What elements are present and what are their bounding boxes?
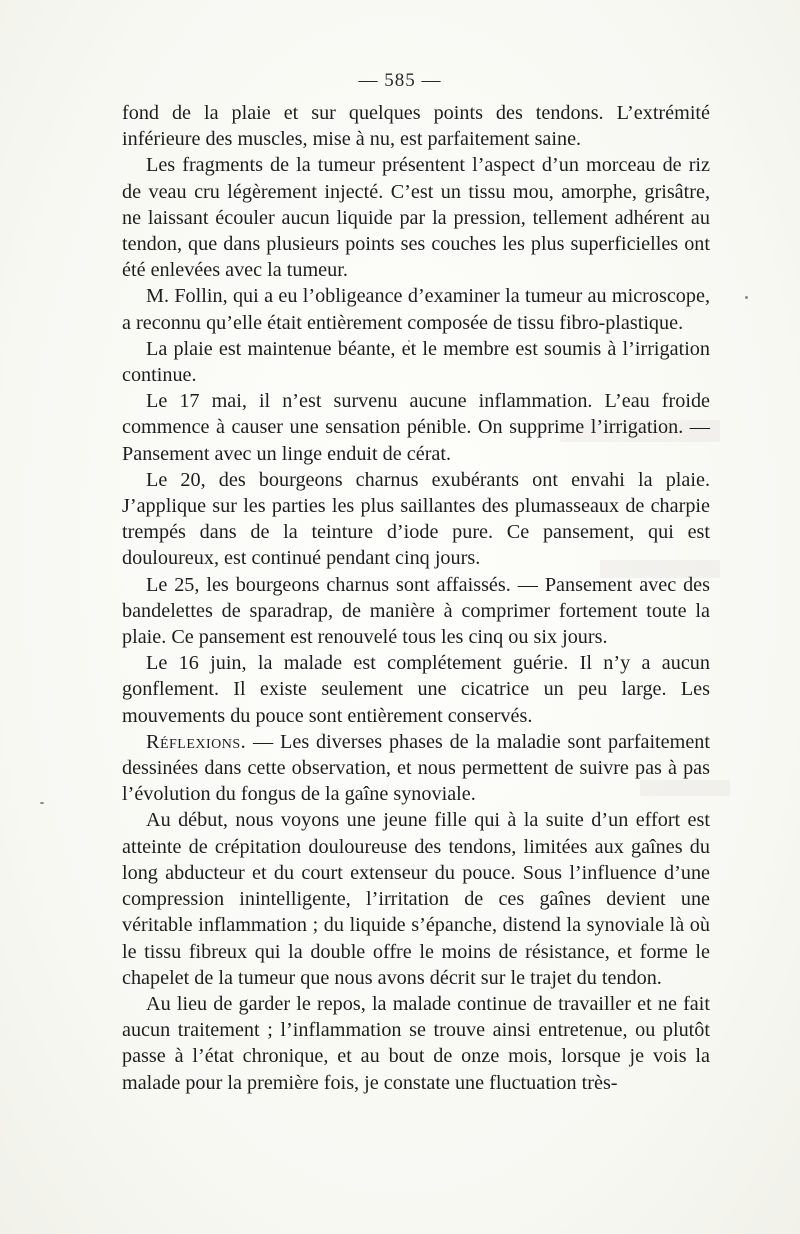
- page-number: — 585 —: [358, 70, 442, 91]
- paragraph-reflexions: Réflexions. — Les diverses phases de la maladie sont parfaitement dessinées dans cette observation, et nous permettent de suivre pas à pas l’évolution du fongus de la gaîne synoviale.: [122, 730, 710, 806]
- paragraph: fond de la plaie et sur quelques points des tendons. L’extrémité inférieure des muscles, mise à nu, est parfaitement saine.: [122, 102, 710, 151]
- paragraph: Le 20, des bourgeons charnus exubérants ont envahi la plaie. J’applique sur les parties les plus saillantes des plumasseaux de charpie trempés dans de la teinture d’iode pure. Ce pansement, qui est douloureux, est continué pendant cinq jours.: [122, 468, 710, 570]
- paragraph: La plaie est maintenue béante, et le membre est soumis à l’irrigation continue.: [122, 337, 710, 387]
- paragraph: Au lieu de garder le repos, la malade continue de travailler et ne fait aucun traitement ; l’inflammation se trouve ainsi entretenue, ou plutôt passe à l’état chronique, et au bout de onze mois, lorsque je vois la malade pour la première fois, je constate une fluctuation très-: [122, 992, 710, 1094]
- paragraph: Le 16 juin, la malade est complétement guérie. Il n’y a aucun gonflement. Il existe seulement une cicatrice un peu large. Les mouvements du pouce sont entièrement conservés.: [122, 652, 710, 727]
- paragraph: Au début, nous voyons une jeune fille qui à la suite d’un effort est atteinte de crépitation douloureuse des tendons, limitées aux gaînes du long abducteur et du court extenseur du pouce. Sous l’influence d’une compression inintelligente, l’irritation de ces gaînes devient une véritable inflammation ; du liquide s’épanche, distend la synoviale là où le tissu fibreux qui la double offre le moins de résistance, et forme le chapelet de la tumeur que nous avons décrit sur le trajet du tendon.: [122, 809, 710, 989]
- paragraph: Le 25, les bourgeons charnus sont affaissés. — Pansement avec des bandelettes de sparadrap, de manière à comprimer fortement toute la plaie. Ce pansement est renouvelé tous les cinq ou six jours.: [122, 573, 710, 649]
- body-text: [122, 100, 710, 1096]
- page-speck: [40, 802, 44, 804]
- paragraph: Les fragments de la tumeur présentent l’aspect d’un morceau de riz de veau cru légèrement injecté. C’est un tissu mou, amorphe, grisâtre, ne laissant écouler aucun liquide par la pression, tellement adhérent au tendon, que dans plusieurs points ses couches les plus superficielles ont été enlevées avec la tumeur.: [122, 154, 710, 282]
- paragraph: M. Follin, qui a eu l’obligeance d’examiner la tumeur au microscope, a reconnu qu’elle était entièrement composée de tissu fibro-plastique.: [122, 285, 710, 334]
- section-lead: Réflexions.: [146, 730, 247, 753]
- paragraph: Le 17 mai, il n’est survenu aucune inflammation. L’eau froide commence à causer une sensation pénible. On supprime l’irrigation. — Pansement avec un linge enduit de cérat.: [122, 390, 710, 465]
- page-speck: [745, 296, 748, 299]
